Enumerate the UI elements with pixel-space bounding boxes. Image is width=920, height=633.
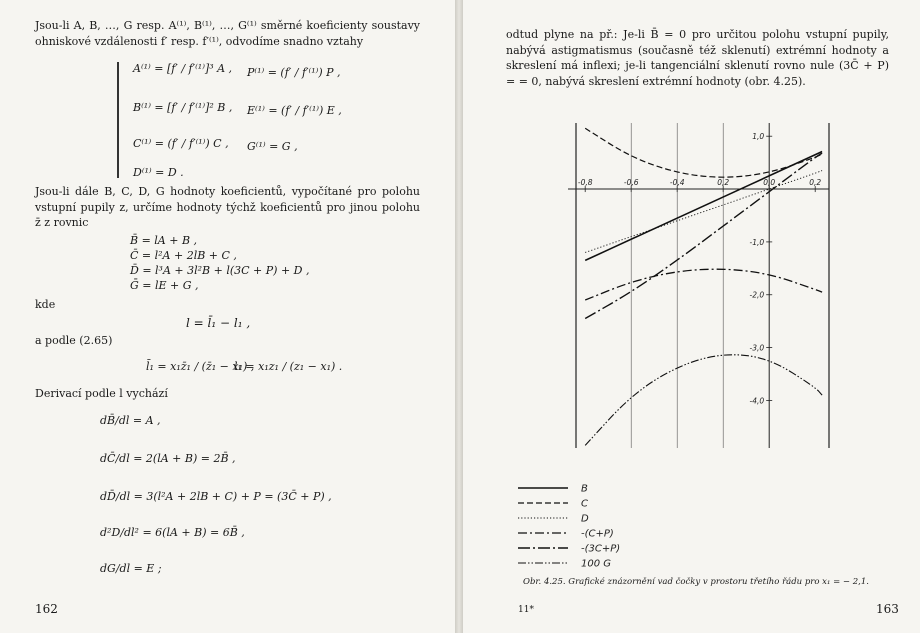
derivative-1: dB̄/dl = A ,: [100, 414, 161, 427]
page-number-right: 163: [876, 602, 899, 616]
equation-g: G⁽¹⁾ = G ,: [247, 140, 298, 153]
aberration-chart: [463, 110, 920, 590]
chart-axes: [568, 123, 829, 448]
equation-p: P⁽¹⁾ = (f′ / f′⁽¹⁾) P ,: [247, 66, 341, 79]
l-one-equation: l₁ = x₁z₁ / (z₁ − x₁) .: [234, 360, 343, 373]
chart-legend: [518, 484, 620, 570]
page-number-left: 162: [35, 602, 58, 616]
x-tick-label-3: 0,2: [717, 178, 730, 188]
reference-text: a podle (2.65): [35, 334, 113, 347]
equation-b: B⁽¹⁾ = [f′ / f′⁽¹⁾]² B ,: [133, 101, 233, 114]
l-definition: l = l̄₁ − l₁ ,: [186, 316, 251, 330]
derivative-2: dC̄/dl = 2(lA + B) = 2B̄ ,: [100, 452, 236, 465]
y-tick-label-3: -3,0: [749, 343, 765, 353]
chart-series: [585, 128, 822, 445]
legend-label-3: -(C+P): [581, 528, 614, 540]
legend-label-1: C: [581, 498, 588, 510]
series-b: [585, 152, 822, 261]
legend-label-2: D: [581, 513, 589, 525]
figure-caption: Obr. 4.25. Grafické znázornění vad čočky v prostoru třetího řádu pro x₁ = − 2,1.: [523, 577, 869, 587]
series-100-g: [585, 355, 822, 446]
equation-d: D⁽¹⁾ = D .: [133, 166, 184, 179]
system-eq-3: D̄ = l³A + 3l²B + l(3C + P) + D ,: [130, 264, 310, 277]
x-tick-label-2: -0,4: [669, 178, 685, 188]
y-tick-label-1: -1,0: [749, 237, 765, 247]
signature-mark: 11*: [518, 605, 534, 615]
system-eq-2: C̄ = l²A + 2lB + C ,: [130, 249, 237, 262]
series--c-p-: [585, 269, 822, 300]
series-c: [585, 128, 822, 177]
equation-e: E⁽¹⁾ = (f′ / f′⁽¹⁾) E ,: [247, 104, 342, 117]
equation-brace: [117, 62, 119, 178]
derivative-5: dG/dl = E ;: [100, 562, 162, 575]
x-tick-label-4: 0,0: [763, 178, 776, 188]
legend-label-4: -(3C+P): [581, 543, 621, 555]
derivation-intro: Derivací podle l vychází: [35, 387, 168, 400]
right-paragraph: odtud plyne na př.: Je-li B̄ = 0 pro určitou polohu vstupní pupily, nabývá astigmatismus (současně též sklenutí) extrémní hodnoty a skreslení má inflexi; je-li tangenciální sklenutí rovno nule (3C̄ + P) = = 0, nabývá skreslení extrémní hodnoty (obr. 4.25).: [506, 28, 889, 88]
system-eq-4: Ḡ = lE + G ,: [130, 279, 199, 292]
y-tick-label-0: 1,0: [752, 132, 765, 142]
y-tick-label-2: -2,0: [749, 290, 765, 300]
chart-frame: [576, 123, 829, 448]
y-tick-label-4: -4,0: [749, 396, 765, 406]
derivative-4: d²D/dl² = 6(lA + B) = 6B̄ ,: [100, 526, 245, 539]
legend-label-0: B: [581, 483, 588, 495]
chart-ticks: [578, 132, 822, 405]
x-tick-label-0: -0,8: [577, 178, 593, 188]
derivative-3: dD̄/dl = 3(l²A + 2lB + C) + P = (3C̄ + P) ,: [100, 490, 332, 503]
equation-a-text: A⁽¹⁾ = [f′ / f′⁽¹⁾]³ A ,: [133, 62, 233, 75]
legend-label-5: 100 G: [581, 558, 612, 570]
x-tick-label-1: -0,6: [623, 178, 639, 188]
series--3c-p-: [585, 153, 822, 318]
paragraph-pupil: Jsou-li dále B, C, D, G hodnoty koeficientů, vypočítané pro polohu vstupní pupily z, určíme hodnoty týchž koeficientů pro jinou polohu z̄ z rovnic: [35, 185, 420, 229]
equation-c: C⁽¹⁾ = (f′ / f′⁽¹⁾) C ,: [133, 137, 229, 150]
x-tick-label-5: 0,2: [809, 178, 822, 188]
equation-a: [133, 62, 232, 75]
intro-paragraph: Jsou-li A, B, …, G resp. A⁽¹⁾, B⁽¹⁾, …, G⁽¹⁾ směrné koeficienty soustavy ohniskové vzdálenosti f′ resp. f′⁽¹⁾, odvodíme snadno vztahy: [35, 19, 420, 48]
system-eq-1: B̄ = lA + B ,: [130, 234, 198, 247]
kde-label: kde: [35, 298, 56, 311]
left-page: [0, 0, 455, 633]
book-gutter: [455, 0, 463, 633]
right-page: [463, 0, 920, 633]
l-bar-equation: l̄₁ = x₁z̄₁ / (z̄₁ − x₁) ,: [146, 360, 255, 373]
